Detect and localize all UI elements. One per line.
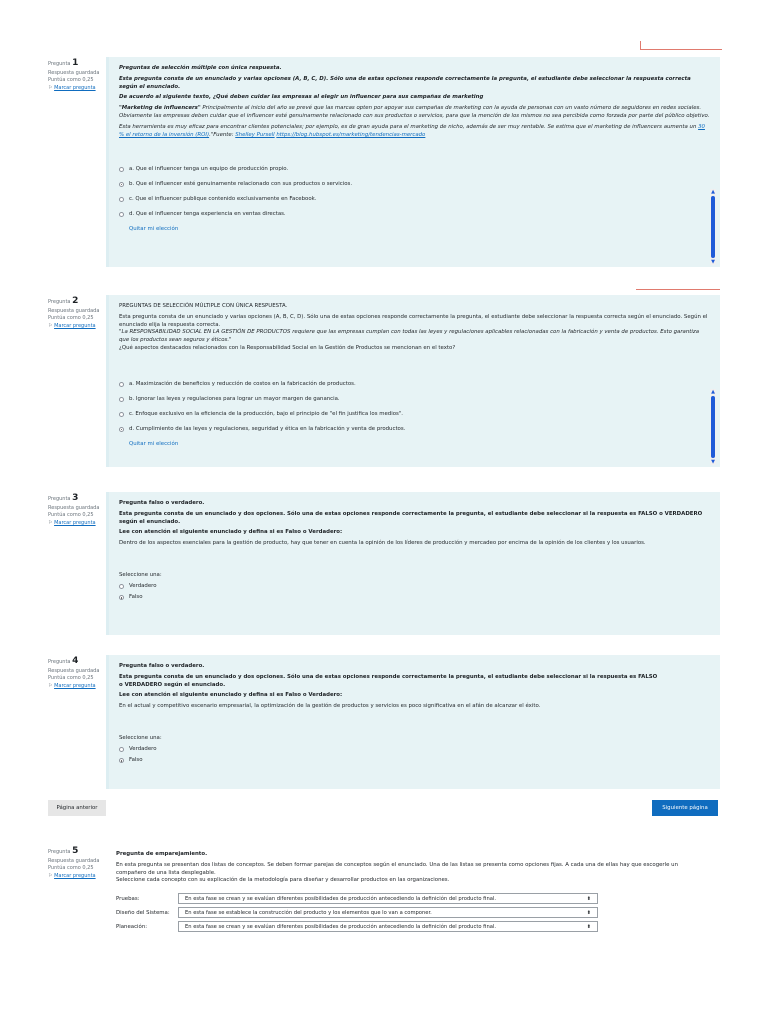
question-info: [48, 295, 106, 330]
question-content: [106, 655, 720, 789]
question-info: [48, 492, 106, 527]
question-4: [48, 655, 720, 789]
question-score: Puntúa como 0,25: [48, 675, 94, 682]
question-title: Preguntas de selección múltiple con única respuesta.: [119, 65, 282, 71]
question-status: Respuesta guardada: [48, 308, 100, 315]
options-scrollbar[interactable]: [710, 189, 716, 265]
question-title: Pregunta falso o verdadero.: [119, 663, 205, 669]
clear-choice-link[interactable]: Quitar mi elección: [129, 225, 179, 232]
question-content: [106, 57, 720, 267]
clear-choice-link[interactable]: Quitar mi elección: [129, 440, 179, 447]
flag-question-link[interactable]: Marcar pregunta: [54, 322, 96, 329]
flag-icon: ⚐: [48, 682, 53, 689]
answer-options: [119, 733, 710, 766]
option-false[interactable]: Falso: [119, 592, 710, 603]
match-select[interactable]: En esta fase se crean y se evalúan diferentes posibilidades de producción antecediendo la definición del producto final. ⬍: [178, 893, 598, 904]
radio-d[interactable]: [119, 212, 124, 217]
question-status: Respuesta guardada: [48, 668, 100, 675]
option-b[interactable]: b. Que el influencer esté genuinamente relacionado con sus productos o servicios.: [119, 177, 710, 192]
select-caret-icon: ⬍: [586, 896, 591, 903]
match-label: Diseño del Sistema:: [116, 909, 170, 916]
match-row: [116, 921, 710, 932]
match-select[interactable]: En esta fase se crean y se evalúan diferentes posibilidades de producción antecediendo la definición del producto final. ⬍: [178, 921, 598, 932]
question-number: Pregunta 4: [48, 656, 79, 666]
question-instructions: Esta pregunta consta de un enunciado y varias opciones (A, B, C, D). Sólo una de estas opciones responde correctamente la pregunta, el estudiante debe seleccionar la respuesta correcta según el enunciado.: [119, 75, 691, 90]
select-one-label: Seleccione una:: [119, 572, 162, 579]
question-info: [48, 845, 106, 880]
scroll-thumb[interactable]: [711, 196, 715, 258]
question-number: Pregunta 2: [48, 296, 79, 306]
option-true[interactable]: Verdadero: [119, 744, 710, 755]
question-info: [48, 57, 106, 92]
question-instructions: Esta pregunta consta de un enunciado y dos opciones. Sólo una de estas opciones responde correctamente la pregunta, el estudiante debe seleccionar si la respuesta es FALSO o VERDADERO según el enunciado.: [119, 510, 703, 525]
select-caret-icon: ⬍: [586, 924, 591, 931]
select-one-label: Seleccione una:: [119, 735, 162, 742]
radio-c[interactable]: [119, 412, 124, 417]
radio-a[interactable]: [119, 382, 124, 387]
option-c[interactable]: c. Enfoque exclusivo en la eficiencia de la producción, bajo el principio de "el fin justifica los medios".: [119, 407, 710, 422]
question-quote: "La RESPONSABILIDAD SOCIAL EN LA GESTIÓN DE PRODUCTOS requiere que las empresas cumplan con todas las leyes y regulaciones aplicables relacionadas con la fabricación y venta de productos. Esto garantiza que los productos sean seguros y éticos.": [119, 329, 700, 344]
question-status: Respuesta guardada: [48, 70, 100, 77]
option-b[interactable]: b. Ignorar las leyes y regulaciones para lograr un mayor margen de ganancia.: [119, 392, 710, 407]
flag-icon: ⚐: [48, 84, 53, 91]
radio-a[interactable]: [119, 167, 124, 172]
question-info: [48, 655, 106, 690]
matching-rows: [116, 893, 710, 932]
option-a[interactable]: a. Que el influencer tenga un equipo de producción propio.: [119, 162, 710, 177]
select-caret-icon: ⬍: [586, 910, 591, 917]
question-instructions: Esta pregunta consta de un enunciado y dos opciones. Sólo una de estas opciones responde correctamente la pregunta, el estudiante debe seleccionar si la respuesta es FALSO o VERDADERO según el enunciado.: [119, 673, 658, 688]
question-5: [48, 845, 720, 970]
roi-link[interactable]: 30 % el retorno de la inversión (ROI): [119, 123, 705, 138]
option-false[interactable]: Falso: [119, 755, 710, 766]
question-score: Puntúa como 0,25: [48, 865, 94, 872]
radio-true[interactable]: [119, 747, 124, 752]
match-select[interactable]: En esta fase se establece la construcción del producto y los elementos que lo van a componer. ⬍: [178, 907, 598, 918]
next-page-button[interactable]: Siguiente página: [652, 800, 718, 816]
question-prompt: De acuerdo al siguiente texto, ¿Qué deben cuidar las empresas al elegir un influencer para sus campañas de marketing: [119, 94, 484, 101]
option-c[interactable]: c. Que el influencer publique contenido exclusivamente en Facebook.: [119, 192, 710, 207]
match-label: Pruebas:: [116, 895, 140, 902]
scroll-down-icon[interactable]: ▼: [711, 459, 715, 465]
question-statement: En el actual y competitivo escenario empresarial, la optimización de la gestión de productos y servicios es poco significativa en el afán de alcanzar el éxito.: [119, 703, 541, 710]
flag-question-link[interactable]: Marcar pregunta: [54, 84, 96, 91]
question-number: Pregunta 1: [48, 58, 79, 68]
q2-top-line: [636, 289, 720, 290]
question-1: [48, 57, 720, 267]
question-instructions: Esta pregunta consta de un enunciado y varias opciones (A, B, C, D). Sólo una de estas opciones responde correctamente la pregunta, el estudiante debe seleccionar la respuesta correcta según el enunciado. Según el enunciado elija la respuesta correcta.: [119, 313, 708, 328]
option-d[interactable]: d. Que el influencer tenga experiencia en ventas directas.: [119, 207, 710, 222]
author-link[interactable]: Shelley Pursell: [235, 131, 275, 138]
question-status: Respuesta guardada: [48, 505, 100, 512]
option-true[interactable]: Verdadero: [119, 581, 710, 592]
answer-options: [119, 570, 710, 603]
question-instructions: En esta pregunta se presentan dos listas de conceptos. Se deben formar parejas de conceptos según el enunciado. Una de las listas se presenta como opciones fijas. A cada una de ellas hay que escogerle un compañero de una lista desplegable.: [116, 861, 679, 876]
scroll-up-icon[interactable]: ▲: [711, 189, 715, 195]
question-2: [48, 295, 720, 467]
match-row: [116, 907, 710, 918]
flag-question-link[interactable]: Marcar pregunta: [54, 519, 96, 526]
scroll-down-icon[interactable]: ▼: [711, 259, 715, 265]
radio-false[interactable]: [119, 595, 124, 600]
question-status: Respuesta guardada: [48, 858, 100, 865]
flag-icon: ⚐: [48, 872, 53, 879]
option-a[interactable]: a. Maximización de beneficios y reducción de costos en la fabricación de productos.: [119, 377, 710, 392]
flag-icon: ⚐: [48, 519, 53, 526]
question-score: Puntúa como 0,25: [48, 315, 94, 322]
question-number: Pregunta 3: [48, 493, 79, 503]
question-lead: Lee con atención el siguiente enunciado y defina si es Falso o Verdadero:: [119, 529, 343, 536]
question-title: PREGUNTAS DE SELECCIÓN MÚLTIPLE CON ÚNICA RESPUESTA.: [119, 303, 288, 309]
question-lead: Lee con atención el siguiente enunciado y defina si es Falso o Verdadero:: [119, 692, 343, 699]
radio-false[interactable]: [119, 758, 124, 763]
question-score: Puntúa como 0,25: [48, 512, 94, 519]
scroll-up-icon[interactable]: ▲: [711, 389, 715, 395]
radio-c[interactable]: [119, 197, 124, 202]
radio-true[interactable]: [119, 584, 124, 589]
match-row: [116, 893, 710, 904]
match-label: Planeación:: [116, 923, 148, 930]
options-scrollbar[interactable]: [710, 389, 716, 465]
question-content: [106, 295, 720, 467]
question-score: Puntúa como 0,25: [48, 77, 94, 84]
question-content: [106, 845, 720, 970]
scroll-thumb[interactable]: [711, 396, 715, 458]
answer-options: [119, 377, 710, 452]
source-url-link[interactable]: https://blog.hubspot.es/marketing/tendencias-mercado: [276, 131, 426, 138]
question-quote: "Marketing de influencers" Principalmente al inicio del año se prevé que las marcas opten por apoyar sus campañas de marketing con la ayuda de personas con un vasto número de seguidores en redes sociales. Obviamente las empresas deben cuidar que el influencer esté genuinamente relacionado con sus productos o servicios, para que la mención de los mismos no sea percibida como forzada por parte del público objetivo.: [119, 105, 710, 120]
question-content: [106, 492, 720, 635]
answer-options: [119, 162, 710, 237]
header-underline: [640, 49, 722, 50]
question-prompt: ¿Qué aspectos destacados relacionados con la Responsabilidad Social en la Gestión de Productos se mencionan en el texto?: [119, 345, 456, 352]
question-extra: Esta herramienta es muy eficaz para encontrar clientes potenciales; por ejemplo, es de gran ayuda para el marketing de nicho, además de ser muy rentable. Se estima que el marketing de influencers aumenta un 30 % el retorno de la inversión (ROI)."Fuente: Shelley Pursell https://blog.hubspot.es/marketing/tendencias-mercado: [119, 123, 705, 138]
question-3: [48, 492, 720, 635]
flag-icon: ⚐: [48, 322, 53, 329]
radio-b[interactable]: [119, 182, 124, 187]
question-prompt: Seleccione cada concepto con su explicación de la metodología para diseñar y desarrollar productos en las organizaciones.: [116, 877, 450, 884]
radio-b[interactable]: [119, 397, 124, 402]
radio-d[interactable]: [119, 427, 124, 432]
question-statement: Dentro de los aspectos esenciales para la gestión de producto, hay que tener en cuenta la opinión de los líderes de producción y mercadeo por encima de la opinión de los clientes y los usuarios.: [119, 540, 646, 547]
option-d[interactable]: d. Cumplimiento de las leyes y regulaciones, seguridad y ética en la fabricación y venta de productos.: [119, 422, 710, 437]
previous-page-button[interactable]: Página anterior: [48, 800, 106, 816]
flag-question-link[interactable]: Marcar pregunta: [54, 872, 96, 879]
question-title: Pregunta falso o verdadero.: [119, 500, 205, 506]
flag-question-link[interactable]: Marcar pregunta: [54, 682, 96, 689]
question-number: Pregunta 5: [48, 846, 79, 856]
question-title: Pregunta de emparejamiento.: [116, 851, 208, 857]
header-corner: [640, 41, 641, 49]
